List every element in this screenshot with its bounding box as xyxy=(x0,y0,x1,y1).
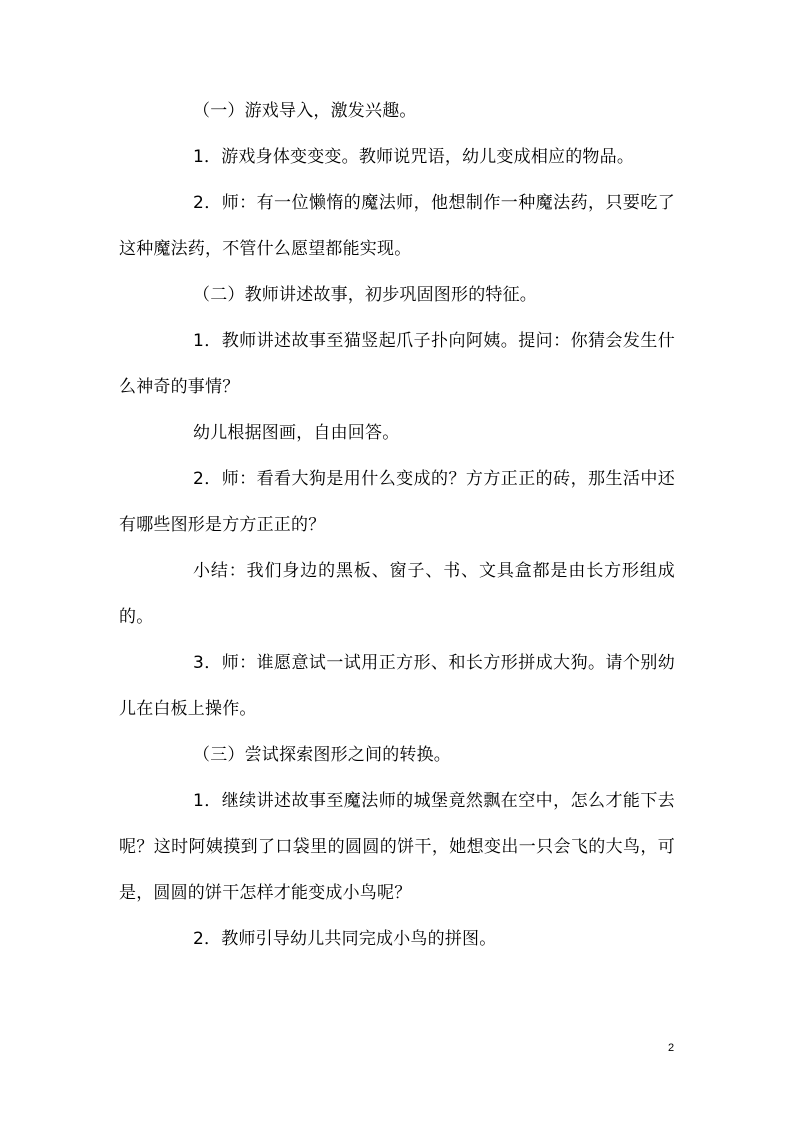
section-heading-3: （三）尝试探索图形之间的转换。 xyxy=(193,745,451,765)
paragraph-4: 幼儿根据图画，自由回答。 xyxy=(193,423,400,443)
paragraph-1: 1．游戏身体变变变。教师说咒语，幼儿变成相应的物品。 xyxy=(193,147,635,167)
page-number: 2 xyxy=(668,1042,675,1054)
paragraph-5: 2．师：看看大狗是用什么变成的？方方正正的砖，那生活中还有哪些图形是方方正正的？ xyxy=(119,469,675,535)
paragraph-7: 1．继续讲述故事至魔法师的城堡竟然飘在空中，怎么才能下去呢？这时阿姨摸到了口袋里的圆圆的饼干，她想变出一只会飞的大鸟，可是，圆圆的饼干怎样才能变成小鸟呢？ xyxy=(119,791,675,903)
paragraph-2: 2．师：有一位懒惰的魔法师，他想制作一种魔法药，只要吃了这种魔法药，不管什么愿望都能实现。 xyxy=(119,193,675,259)
summary-paragraph: 小结：我们身边的黑板、窗子、书、文具盒都是由长方形组成的。 xyxy=(119,561,675,627)
paragraph-3: 1．教师讲述故事至猫竖起爪子扑向阿姨。提问：你猜会发生什么神奇的事情？ xyxy=(119,331,675,397)
document-body xyxy=(119,88,675,962)
section-heading-2: （二）教师讲述故事，初步巩固图形的特征。 xyxy=(193,285,537,305)
paragraph-8: 2．教师引导幼儿共同完成小鸟的拼图。 xyxy=(193,929,497,949)
paragraph-6: 3．师：谁愿意试一试用正方形、和长方形拼成大狗。请个别幼儿在白板上操作。 xyxy=(119,653,675,719)
section-heading-1: （一）游戏导入，激发兴趣。 xyxy=(193,101,417,121)
